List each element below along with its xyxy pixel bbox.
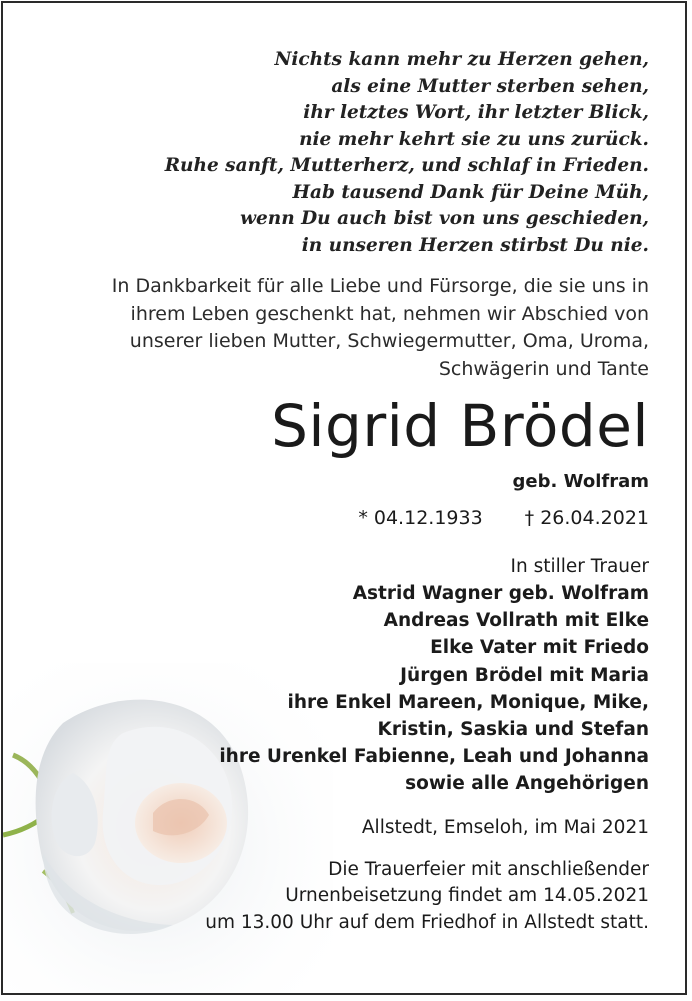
- maiden-name: geb. Wolfram: [512, 471, 649, 492]
- poem-line: nie mehr kehrt sie zu uns zurück.: [299, 128, 649, 150]
- ceremony-line: Urnenbeisetzung findet am 14.05.2021: [285, 885, 649, 907]
- mourner-line: Jürgen Brödel mit Maria: [400, 664, 649, 686]
- mourner-line: ihre Enkel Mareen, Monique, Mike,: [287, 691, 649, 713]
- mourner-line: Elke Vater mit Friedo: [430, 637, 649, 659]
- ceremony-line: um 13.00 Uhr auf dem Friedhof in Allstedt statt.: [205, 911, 649, 933]
- ceremony-info: [23, 857, 649, 937]
- poem: [23, 47, 649, 259]
- obituary-notice: [1, 1, 687, 995]
- mourner-line: Andreas Vollrath mit Elke: [383, 610, 649, 632]
- poem-line: Hab tausend Dank für Deine Müh,: [292, 181, 649, 203]
- life-dates: [23, 505, 649, 531]
- mourners-list: [23, 580, 649, 798]
- birth-date: * 04.12.1933: [358, 507, 483, 529]
- mourner-line: Kristin, Saskia und Stefan: [377, 719, 649, 741]
- poem-line: ihr letztes Wort, ihr letzter Blick,: [303, 102, 649, 123]
- deceased-name: Sigrid Brödel: [271, 392, 649, 460]
- intro-line: Schwägerin und Tante: [438, 357, 649, 380]
- poem-line: Ruhe sanft, Mutterherz, und schlaf in Frieden.: [164, 155, 649, 176]
- intro-line: unserer lieben Mutter, Schwiegermutter, Oma, Uroma,: [129, 330, 649, 352]
- mourner-line: ihre Urenkel Fabienne, Leah und Johanna: [219, 746, 649, 768]
- mourners-intro: In stiller Trauer: [510, 556, 649, 577]
- place-date: Allstedt, Emseloh, im Mai 2021: [361, 816, 649, 838]
- intro-line: ihrem Leben geschenkt hat, nehmen wir Abschied von: [130, 302, 649, 325]
- intro-line: In Dankbarkeit für alle Liebe und Fürsorge, die sie uns in: [111, 275, 649, 297]
- poem-line: in unseren Herzen stirbst Du nie.: [301, 234, 649, 256]
- death-date: † 26.04.2021: [524, 507, 649, 529]
- mourner-line: Astrid Wagner geb. Wolfram: [352, 583, 649, 604]
- poem-line: Nichts kann mehr zu Herzen gehen,: [274, 49, 649, 70]
- ceremony-line: Die Trauerfeier mit anschließender: [328, 858, 649, 880]
- poem-line: wenn Du auch bist von uns geschieden,: [240, 208, 649, 229]
- mourner-line: sowie alle Angehörigen: [405, 773, 649, 795]
- intro-text: [23, 273, 649, 383]
- poem-line: als eine Mutter sterben sehen,: [331, 75, 649, 97]
